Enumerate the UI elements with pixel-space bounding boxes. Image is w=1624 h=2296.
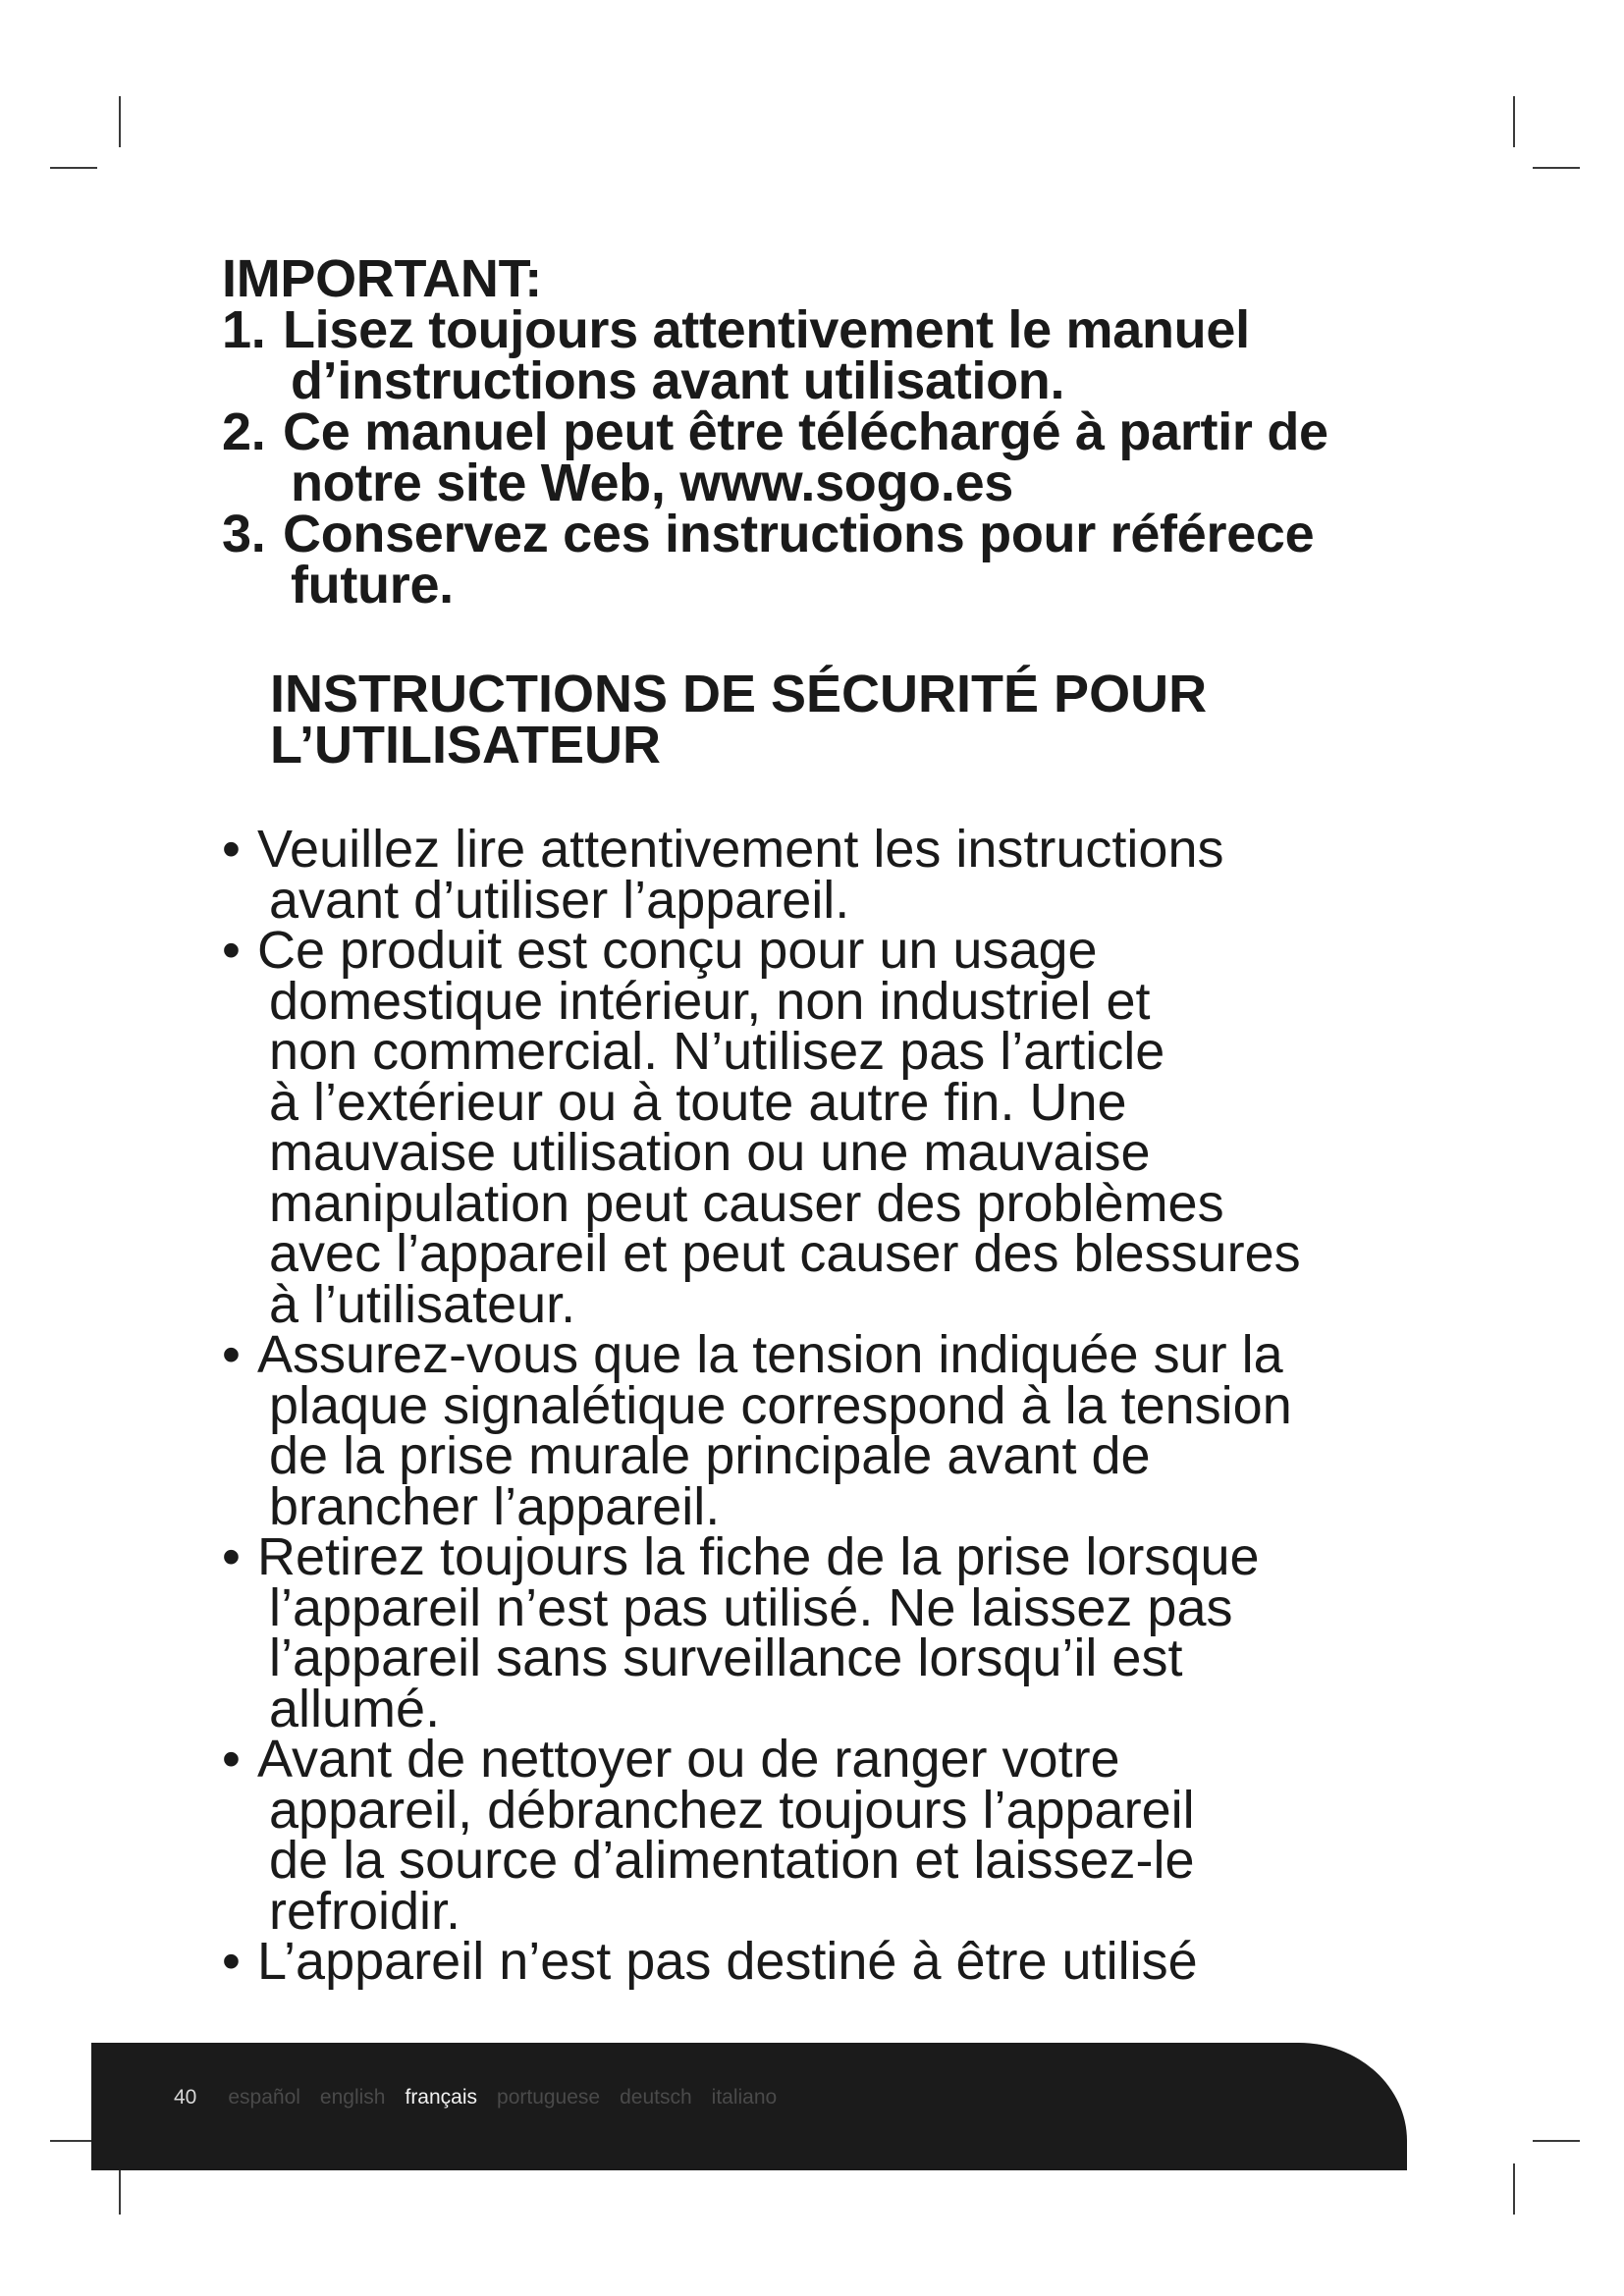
bullet-icon: • [222,1932,241,1991]
important-item [222,505,1459,614]
safety-bullet-line: Retirez toujours la fiche de la prise lorsque [257,1527,1260,1586]
important-item-line: future. [291,556,454,614]
safety-title-line: L’UTILISATEUR [270,716,661,774]
crop-mark-bottom-right-vertical [1513,2163,1515,2215]
safety-bullet-line: non commercial. N’utilisez pas l’article [269,1022,1165,1081]
safety-bullet-line: Assurez-vous que la tension indiquée sur la [257,1325,1283,1384]
crop-mark-top-right-vertical [1513,96,1515,147]
language-link-francais[interactable]: français [405,2086,478,2109]
safety-bullet-line: de la prise murale principale avant de [269,1426,1151,1485]
safety-bullet-item [222,1730,1439,1941]
bullet-icon: • [222,1730,241,1789]
safety-bullet-line: L’appareil n’est pas destiné à être utilisé [257,1932,1198,1991]
safety-bullet-text [257,1730,1439,1941]
safety-bullet-text [257,1527,1439,1738]
safety-bullet-item [222,820,1439,930]
important-item-number: 2. [222,402,266,461]
language-link-portuguese[interactable]: portuguese [497,2086,601,2109]
safety-bullet-item [222,1932,1439,1991]
safety-bullet-line: Ce produit est conçu pour un usage [257,921,1098,980]
important-item-text [283,402,1459,512]
safety-bullet-line: l’appareil n’est pas utilisé. Ne laissez pas [269,1577,1233,1637]
crop-mark-bottom-left-vertical [119,2163,121,2215]
bullet-icon: • [222,921,241,980]
safety-bullet-line: avant d’utiliser l’appareil. [269,870,850,930]
bullet-icon: • [222,1325,241,1384]
safety-bullet-line: plaque signalétique correspond à la tension [269,1375,1292,1435]
safety-bullet-line: refroidir. [269,1881,461,1941]
crop-mark-top-right-horizontal [1533,167,1580,169]
important-item [222,300,1459,410]
safety-bullet-line: manipulation peut causer des problèmes [269,1173,1224,1233]
page-number: 40 [174,2086,197,2109]
safety-bullet-line: appareil, débranchez toujours l’appareil [269,1780,1195,1840]
safety-bullet-line: à l’extérieur ou à toute autre fin. Une [269,1072,1127,1132]
important-item-text [283,505,1459,614]
crop-mark-top-left-horizontal [50,167,97,169]
safety-bullet-line: mauvaise utilisation ou une mauvaise [269,1123,1151,1182]
bullet-icon: • [222,820,241,879]
language-link-deutsch[interactable]: deutsch [620,2086,692,2109]
safety-bullet-line: à l’utilisateur. [269,1274,576,1334]
safety-title-line: INSTRUCTIONS DE SÉCURITÉ POUR [270,665,1208,723]
safety-bullet-item [222,921,1439,1334]
important-item-text [283,300,1459,410]
safety-instructions-list [222,820,1439,1991]
important-item-number: 1. [222,300,266,359]
safety-bullet-item [222,1325,1439,1536]
safety-bullet-text [257,1932,1439,1991]
footer-content [174,2086,796,2109]
safety-bullet-line: de la source d’alimentation et laissez-le [269,1831,1195,1890]
safety-bullet-line: allumé. [269,1679,441,1738]
crop-mark-bottom-right-horizontal [1533,2140,1580,2142]
safety-bullet-text [257,1325,1439,1536]
safety-bullet-item [222,1527,1439,1738]
safety-bullet-line: brancher l’appareil. [269,1476,721,1536]
bullet-icon: • [222,1527,241,1586]
footer-bar [91,2043,1407,2170]
safety-bullet-line: avec l’appareil et peut causer des blessures [269,1224,1301,1283]
crop-mark-bottom-left-horizontal [50,2140,97,2142]
safety-title [270,665,1448,774]
language-link-espanol[interactable]: español [228,2086,300,2109]
crop-mark-top-left-vertical [119,96,121,147]
language-link-english[interactable]: english [319,2086,386,2109]
safety-bullet-text [257,921,1439,1334]
safety-bullet-line: l’appareil sans surveillance lorsqu’il est [269,1629,1183,1687]
important-item-line: Ce manuel peut être téléchargé à partir de [283,402,1328,461]
important-item-line: Conservez ces instructions pour référece [283,505,1315,563]
important-item-number: 3. [222,505,266,563]
important-notice [222,249,1459,614]
important-title: IMPORTANT: [222,249,542,308]
important-item-line: d’instructions avant utilisation. [291,351,1065,410]
safety-bullet-line: Avant de nettoyer ou de ranger votre [257,1730,1120,1789]
important-item-line: notre site Web, www.sogo.es [291,454,1014,512]
safety-bullet-text [257,820,1439,930]
language-link-italiano[interactable]: italiano [711,2086,778,2109]
safety-bullet-line: Veuillez lire attentivement les instructions [257,820,1224,879]
important-item-line: Lisez toujours attentivement le manuel [283,300,1250,359]
important-list [222,300,1459,614]
important-item [222,402,1459,512]
safety-bullet-line: domestique intérieur, non industriel et [269,971,1151,1031]
